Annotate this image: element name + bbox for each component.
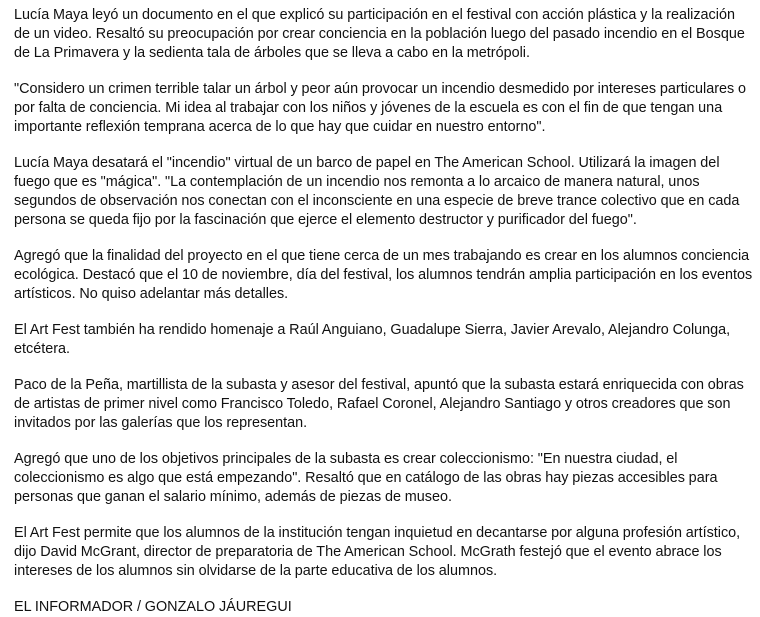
- paragraph-homenaje: El Art Fest también ha rendido homenaje a Raúl Anguiano, Guadalupe Sierra, Javier Arevalo, Alejandro Colunga, etcétera.: [14, 322, 731, 357]
- byline: EL INFORMADOR / GONZALO JÁUREGUI: [14, 599, 292, 615]
- paragraph-quote-crimen-talar: "Considero un crimen terrible talar un árbol y peor aún provocar un incendio desmedido por intereses particulares o por falta de conciencia. Mi idea al trabajar con los niños y jóvenes de la escuela es con el fin de que tengan una importante reflexión temprana acerca de lo que hay que cuidar en nuestro entorno".: [14, 81, 747, 135]
- paragraph-paco-de-la-pena: Paco de la Peña, martillista de la subasta y asesor del festival, apuntó que la subasta estará enriquecida con obras de artistas de primer nivel como Francisco Toledo, Rafael Coronel, Alejandro Santiago y otros creadores que son invitados por las galerías que los representan.: [14, 377, 744, 431]
- paragraph-lucia-maya-documento: Lucía Maya leyó un documento en el que explicó su participación en el festival con acción plástica y la realización de un video. Resaltó su preocupación por crear conciencia en la población luego del pasado incendio en el Bosque de La Primavera y la sedienta tala de árboles que se lleva a cabo en la metrópoli.: [14, 7, 745, 61]
- paragraph-david-mcgrant: El Art Fest permite que los alumnos de la institución tengan inquietud en decantarse por alguna profesión artístico, dijo David McGrant, director de preparatoria de The American School. McGrath festejó que el evento abrace los intereses de los alumnos sin olvidarse de la parte educativa de los alumnos.: [14, 525, 741, 579]
- paragraph-incendio-virtual: Lucía Maya desatará el "incendio" virtual de un barco de papel en The American School. Utilizará la imagen del fuego que es "mágica". "La contemplación de un incendio nos remonta a lo arcaico de manera natural, unos segundos de observación nos conectan con el inconsciente en una especie de breve trance colectivo que en cada persona se queda fijo por la fascinación que ejerce el elemento destructor y purificador del fuego".: [14, 155, 740, 228]
- paragraph-finalidad-proyecto: Agregó que la finalidad del proyecto en el que tiene cerca de un mes trabajando es crear en los alumnos conciencia ecológica. Destacó que el 10 de noviembre, día del festival, los alumnos tendrán amplia participación en los eventos artísticos. No quiso adelantar más detalles.: [14, 248, 753, 302]
- paragraph-coleccionismo: Agregó que uno de los objetivos principales de la subasta es crear coleccionismo: "En nuestra ciudad, el coleccionismo es algo que está empezando". Resaltó que en catálogo de las obras hay piezas accesibles para personas que ganan el salario mínimo, además de piezas de museo.: [14, 451, 718, 505]
